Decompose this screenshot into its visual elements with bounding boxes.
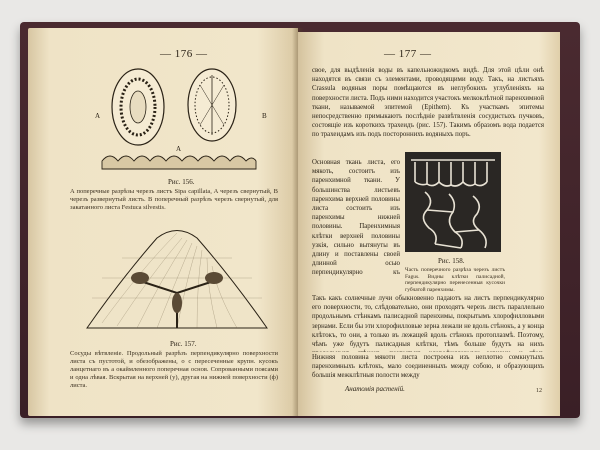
figure-156-center-letter: А	[176, 145, 182, 153]
figure-156-label: Рис. 156.	[168, 178, 195, 186]
figure-156-illustration	[100, 65, 260, 175]
figure-156-letter-b: B	[262, 112, 267, 120]
figure-157-caption: Сосуды вѣтвленіе. Продольный разрѣзъ перпендикулярно поверхности листа съ пустотой, и обезображены, о с пересеченные крупн. кусокъ ланцетнаго въ а окаймленного поперечная основ. Сопрованными поясами и одна лѣвая. Вскрытая на верхней (у), другая на нижней поверхности (ф) листа.	[70, 350, 278, 389]
right-paragraph-1: свое, для выдѣленія воды въ капельножидкомъ видѣ. Для этой цѣли онѣ находятся въ связи съ элементами, проводящими воду. Такъ, на листьяхъ Crassula водяныя поры помѣщаются въ неглубокихъ углубленіяхъ на поверхности листа. Подъ ними находится участокъ мелкоклѣтной паренхимной ткани, называемой эпитемой (Epithem). Къ участкамъ эпитемы непосредственно примыкаютъ послѣдніе развѣтвленія сосудистыхъ пучковъ, состоящіе изъ короткихъ трахеидъ (рис. 157). Такимъ образомъ вода подается по трахеидамъ изъ подъ постороннихъ водяныхъ поръ.	[312, 67, 544, 139]
figure-156-letter-a: A	[95, 112, 101, 120]
right-page-number: — 177 —	[384, 48, 432, 60]
left-page-number: — 176 —	[160, 48, 208, 60]
figure-158-label: Рис. 158.	[438, 257, 465, 265]
figure-157-label: Рис. 157.	[170, 340, 197, 348]
right-page-footer: Анатомія растеній.	[345, 385, 405, 393]
figure-158-cell-drawing	[405, 152, 501, 252]
right-page-signature: 12	[536, 388, 542, 394]
right-paragraph-4: Нижняя половина мякоти листа построена изъ неплотно сомкнутыхъ паренхимныхъ клѣтокъ, мало соединенныхъ между собою, и образующихъ большія межклѣтныя полости между	[312, 354, 544, 380]
figure-156-caption: A поперечные разрѣзы черезъ листъ Sipa capillata, A черезъ свернутый, В черезъ развернутый листъ. В поперечный разрѣзъ черезъ свернутый, для закатанного листа Festuca silvestis.	[70, 188, 278, 211]
right-paragraph-2: Основная ткань листа, его мякоть, состоитъ изъ паренхимной ткани. У большинства листьевъ паренхима верхней половины листа состоитъ изъ паренхимы нижней половины. Паренхимныя клѣтки верхней половины узкія, сильно вытянуты въ длину и поставлены своей длинной осью перпендикулярно къ	[312, 159, 400, 277]
figure-158-caption: Часть поперечного разрѣза черезъ листъ Fagus. Видны клѣтки палисадной, перпендикулярно перенесенныя кусочки губчатой паренхимы.	[405, 267, 505, 293]
figure-157-illustration	[82, 218, 272, 338]
right-paragraph-3: Такъ какъ солнечные лучи обыкновенно падаютъ на листъ перпендикулярно его поверхности, то, слѣдовательно, они проходятъ черезъ листъ параллельно продольнымъ стѣнкамъ палисадной паренхимы, покрытымъ хлорофилловыми зернами. Если бы эти хлорофилловые зерна лежали не вдоль стѣнокъ, а у конца клѣтокъ, то они, а только въ лежащей вдоль стѣнокъ протоплазмѣ. Поэтому, чѣмъ уже будутъ палисадныя клѣтки, тѣмъ больше будутъ на нихъ	[312, 295, 544, 349]
